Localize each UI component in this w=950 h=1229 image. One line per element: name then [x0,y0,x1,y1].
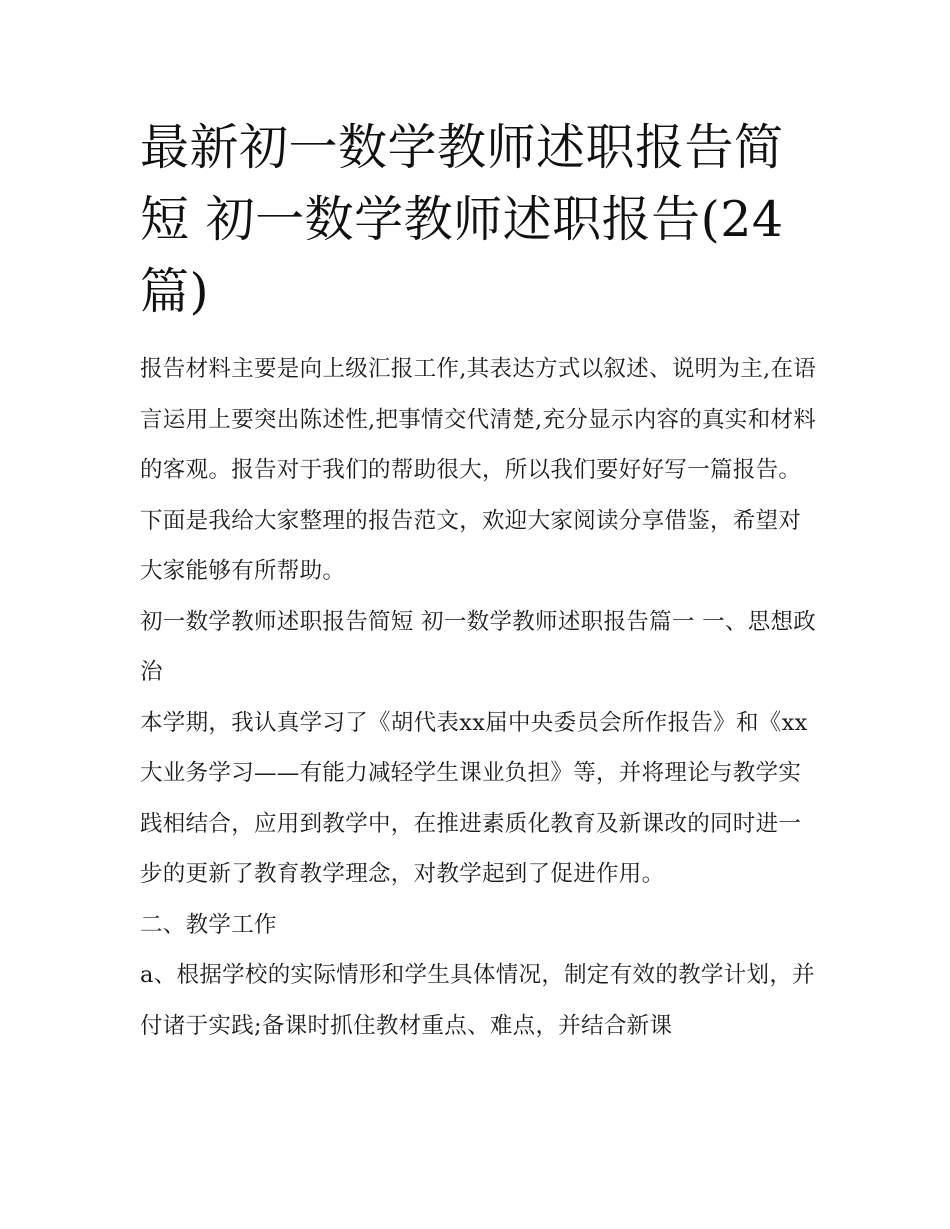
paragraph-section-heading: 初一数学教师述职报告简短 初一数学教师述职报告篇一 一、思想政治 [140,608,817,685]
paragraph-teaching-plan: a、根据学校的实际情形和学生具体情况，制定有效的教学计划，并付诸于实践;备课时抓住教材重点、难点，并结合新课 [140,962,815,1039]
document-title: 最新初一数学教师述职报告简短 初一数学教师述职报告(24篇) [140,119,784,320]
paragraph-teaching-heading: 二、教学工作 [140,911,277,938]
paragraph-intro: 报告材料主要是向上级汇报工作,其表达方式以叙述、说明为主,在语言运用上要突出陈述性,把事情交代清楚,充分显示内容的真实和材料的客观。报告对于我们的帮助很大，所以我们要好好写一篇报告。下面是我给大家整理的报告范文，欢迎大家阅读分享借鉴，希望对大家能够有所帮助。 [140,356,817,584]
document-body [140,344,820,1051]
paragraph-politics: 本学期，我认真学习了《胡代表xx届中央委员会所作报告》和《xx大业务学习——有能力减轻学生课业负担》等，并将理论与教学实践相结合，应用到教学中，在推进素质化教育及新课改的同时进一步的更新了教育教学理念，对教学起到了促进作用。 [140,709,808,887]
document-page [140,112,820,1051]
